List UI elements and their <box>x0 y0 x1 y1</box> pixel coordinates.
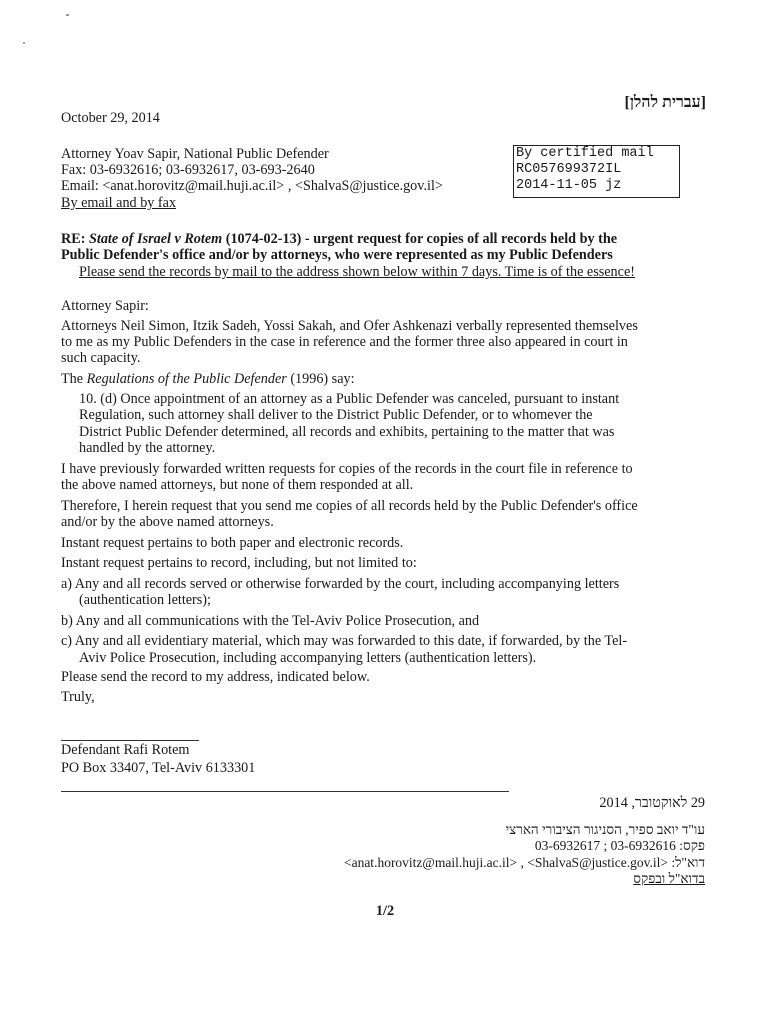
hebrew-delivery: בדוא"ל ובפקס <box>633 871 705 886</box>
paragraph-line: Please send the record to my address, indicated below. <box>61 669 370 685</box>
paragraph-line: Instant request pertains to both paper and electronic records. <box>61 535 404 551</box>
paragraph-line: Instant request pertains to record, including, but not limited to: <box>61 555 417 571</box>
salutation: Attorney Sapir: <box>61 298 149 314</box>
quote-line: District Public Defender determined, all records and exhibits, pertaining to the matter that was <box>79 424 615 440</box>
stamp-tracking-number: RC057699372IL <box>516 162 622 177</box>
letter-date: October 29, 2014 <box>61 110 160 126</box>
hebrew-follows-label: [עברית להלן] <box>624 94 706 111</box>
paragraph-line: Therefore, I herein request that you send me copies of all records held by the Public Defender's office <box>61 498 638 514</box>
quote-line: Regulation, such attorney shall deliver to the District Public Defender, or to whomever the <box>79 407 593 423</box>
stamp-line: By certified mail <box>516 146 654 161</box>
hebrew-date: 29 לאוקטובר, 2014 <box>599 795 705 811</box>
recipient-name: Attorney Yoav Sapir, National Public Defender <box>61 146 329 162</box>
subject-prefix: RE: <box>61 231 89 247</box>
quote-line: 10. (d) Once appointment of an attorney as a Public Defender was canceled, pursuant to instant <box>79 391 620 407</box>
paragraph-line: such capacity. <box>61 350 141 366</box>
subject-rest: (1074-02-13) - urgent request for copies of all records held by the <box>222 231 618 247</box>
list-item-a: a) Any and all records served or otherwise forwarded by the court, including accompanying letters <box>61 576 620 592</box>
list-item-b: b) Any and all communications with the Tel-Aviv Police Prosecution, and <box>61 613 480 629</box>
list-item-a-cont: (authentication letters); <box>79 592 211 608</box>
recipient-fax: Fax: 03-6932616; 03-6932617, 03-693-2640 <box>61 162 315 178</box>
delivery-method: By email and by fax <box>61 195 177 211</box>
case-title: State of Israel v Rotem <box>88 231 223 247</box>
subject-line <box>61 231 617 247</box>
quote-line: handled by the attorney. <box>79 440 216 456</box>
subject-line-2: Public Defender's office and/or by attorneys, who were represented as my Public Defenders <box>61 247 613 263</box>
hebrew-fax: פקס: 03-6932616 ; 03-6932617 <box>534 838 705 853</box>
scan-speck <box>66 14 69 16</box>
list-item-c: c) Any and all evidentiary material, which may was forwarded to this date, if forwarded, by the Tel- <box>61 633 628 649</box>
paragraph-line: the above named attorneys, but none of them responded at all. <box>61 477 414 493</box>
signature-line <box>61 740 199 741</box>
scan-speck <box>23 42 25 44</box>
paragraph-line: I have previously forwarded written requests for copies of the records in the court file in reference to <box>61 461 633 477</box>
reg-prefix: The <box>61 371 87 387</box>
signer-address: PO Box 33407, Tel-Aviv 6133301 <box>61 760 256 776</box>
recipient-email: Email: <anat.horovitz@mail.huji.ac.il> , <ShalvaS@justice.gov.il> <box>61 178 443 194</box>
section-divider <box>61 791 509 792</box>
page-number: 1/2 <box>375 903 395 919</box>
paragraph-line: to me as my Public Defenders in the case in reference and the former three also appeared in court in <box>61 334 628 350</box>
hebrew-email: דוא"ל: <anat.horovitz@mail.huji.ac.il> , <ShalvaS@justice.gov.il> <box>343 855 705 870</box>
paragraph-line: Attorneys Neil Simon, Itzik Sadeh, Yossi Sakah, and Ofer Ashkenazi verbally represented themselves <box>61 318 638 334</box>
regulation-intro <box>61 371 355 387</box>
regulation-title: Regulations of the Public Defender <box>86 371 287 387</box>
hebrew-recipient: עו"ד יואב ספיר, הסניגור הציבורי הארצי <box>505 822 705 837</box>
paragraph-line: and/or by the above named attorneys. <box>61 514 274 530</box>
closing: Truly, <box>61 689 95 705</box>
reg-suffix: (1996) say: <box>286 371 355 387</box>
stamp-date: 2014-11-05 jz <box>516 178 622 193</box>
list-item-c-cont: Aviv Police Prosecution, including accompanying letters (authentication letters). <box>79 650 537 666</box>
certified-mail-stamp <box>513 145 680 198</box>
urgent-notice: Please send the records by mail to the address shown below within 7 days. Time is of the essence! <box>79 264 635 280</box>
signer-name: Defendant Rafi Rotem <box>61 742 190 758</box>
